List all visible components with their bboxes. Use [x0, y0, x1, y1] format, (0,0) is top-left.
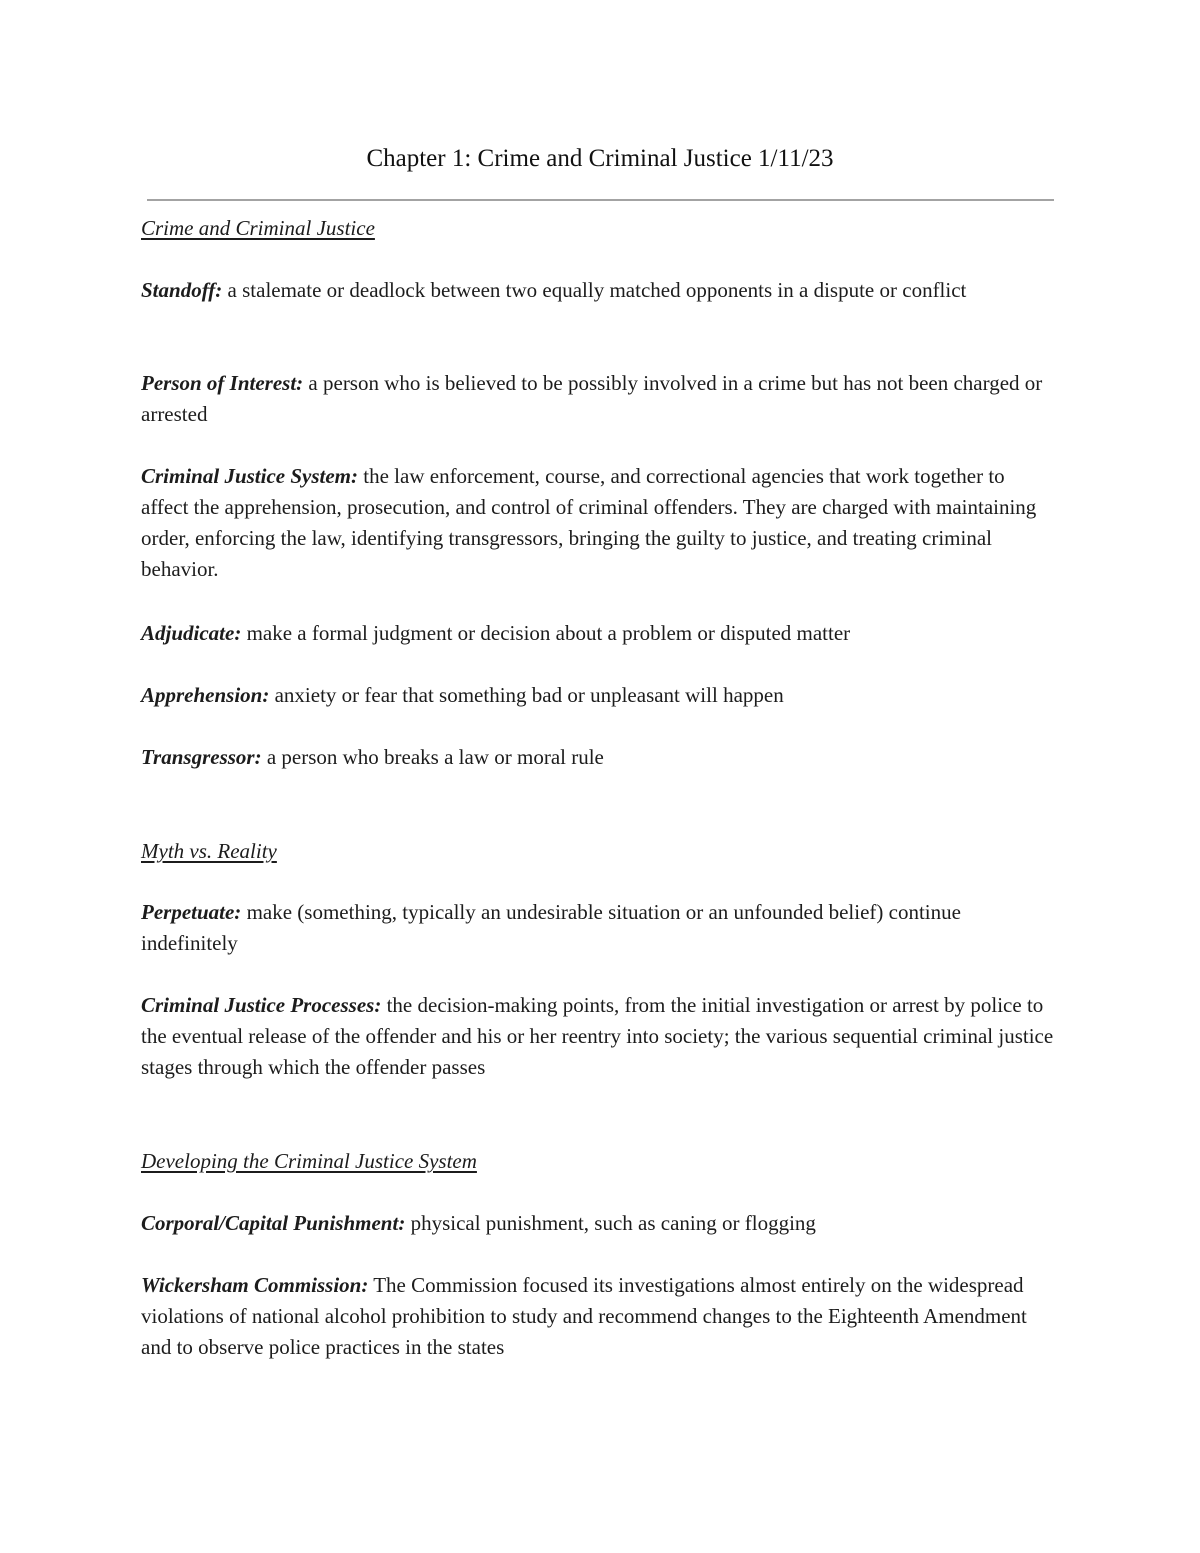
term-label: Criminal Justice System:: [141, 464, 359, 488]
definition-text: a stalemate or deadlock between two equally matched opponents in a dispute or conflict: [222, 278, 967, 302]
term-label: Adjudicate:: [141, 621, 242, 645]
section-heading-crime-and-criminal-justice: Crime and Criminal Justice: [141, 216, 375, 240]
title-divider: [147, 199, 1054, 201]
section-heading-developing-the-criminal-justice-system: Developing the Criminal Justice System: [141, 1149, 477, 1173]
definition-text: anxiety or fear that something bad or unpleasant will happen: [269, 683, 784, 707]
definition-wickersham-commission: [141, 1270, 1056, 1363]
definition-text: The Commission focused its investigations almost entirely on the widespread violations of national alcohol prohibition to study and recommend changes to the Eighteenth Amendment and to observe police practices in the states: [141, 1273, 1027, 1359]
definition-person-of-interest: [141, 368, 1056, 430]
definition-corporal-capital-punishment: [141, 1208, 1056, 1239]
definition-text: a person who is believed to be possibly involved in a crime but has not been charged or arrested: [141, 371, 1043, 426]
definition-perpetuate: [141, 897, 1056, 959]
definition-text: make a formal judgment or decision about a problem or disputed matter: [241, 621, 851, 645]
definition-standoff: [141, 275, 1056, 306]
definition-text: a person who breaks a law or moral rule: [261, 745, 604, 769]
definition-transgressor: [141, 742, 1056, 773]
term-label: Perpetuate:: [141, 900, 242, 924]
page-title: Chapter 1: Crime and Criminal Justice 1/11/23: [366, 145, 834, 172]
term-label: Criminal Justice Processes:: [141, 993, 382, 1017]
section-heading-myth-vs-reality: Myth vs. Reality: [141, 839, 277, 863]
term-label: Standoff:: [141, 278, 223, 302]
term-label: Transgressor:: [141, 745, 262, 769]
term-label: Wickersham Commission:: [141, 1273, 369, 1297]
term-label: Corporal/Capital Punishment:: [141, 1211, 406, 1235]
definition-criminal-justice-processes: [141, 990, 1056, 1083]
definition-text: physical punishment, such as caning or flogging: [405, 1211, 816, 1235]
term-label: Apprehension:: [141, 683, 270, 707]
definition-text: make (something, typically an undesirable situation or an unfounded belief) continue indefinitely: [141, 900, 961, 955]
term-label: Person of Interest:: [141, 371, 304, 395]
definition-apprehension: [141, 680, 1056, 711]
definition-adjudicate: [141, 618, 1056, 649]
definition-text: the decision-making points, from the initial investigation or arrest by police to the eventual release of the offender and his or her reentry into society; the various sequential criminal justice stages through which the offender passes: [141, 993, 1054, 1079]
definition-text: the law enforcement, course, and correctional agencies that work together to affect the apprehension, prosecution, and control of criminal offenders. They are charged with maintaining order, enforcing the law, identifying transgressors, bringing the guilty to justice, and treating criminal behavior.: [141, 464, 1037, 581]
definition-criminal-justice-system: [141, 461, 1056, 585]
